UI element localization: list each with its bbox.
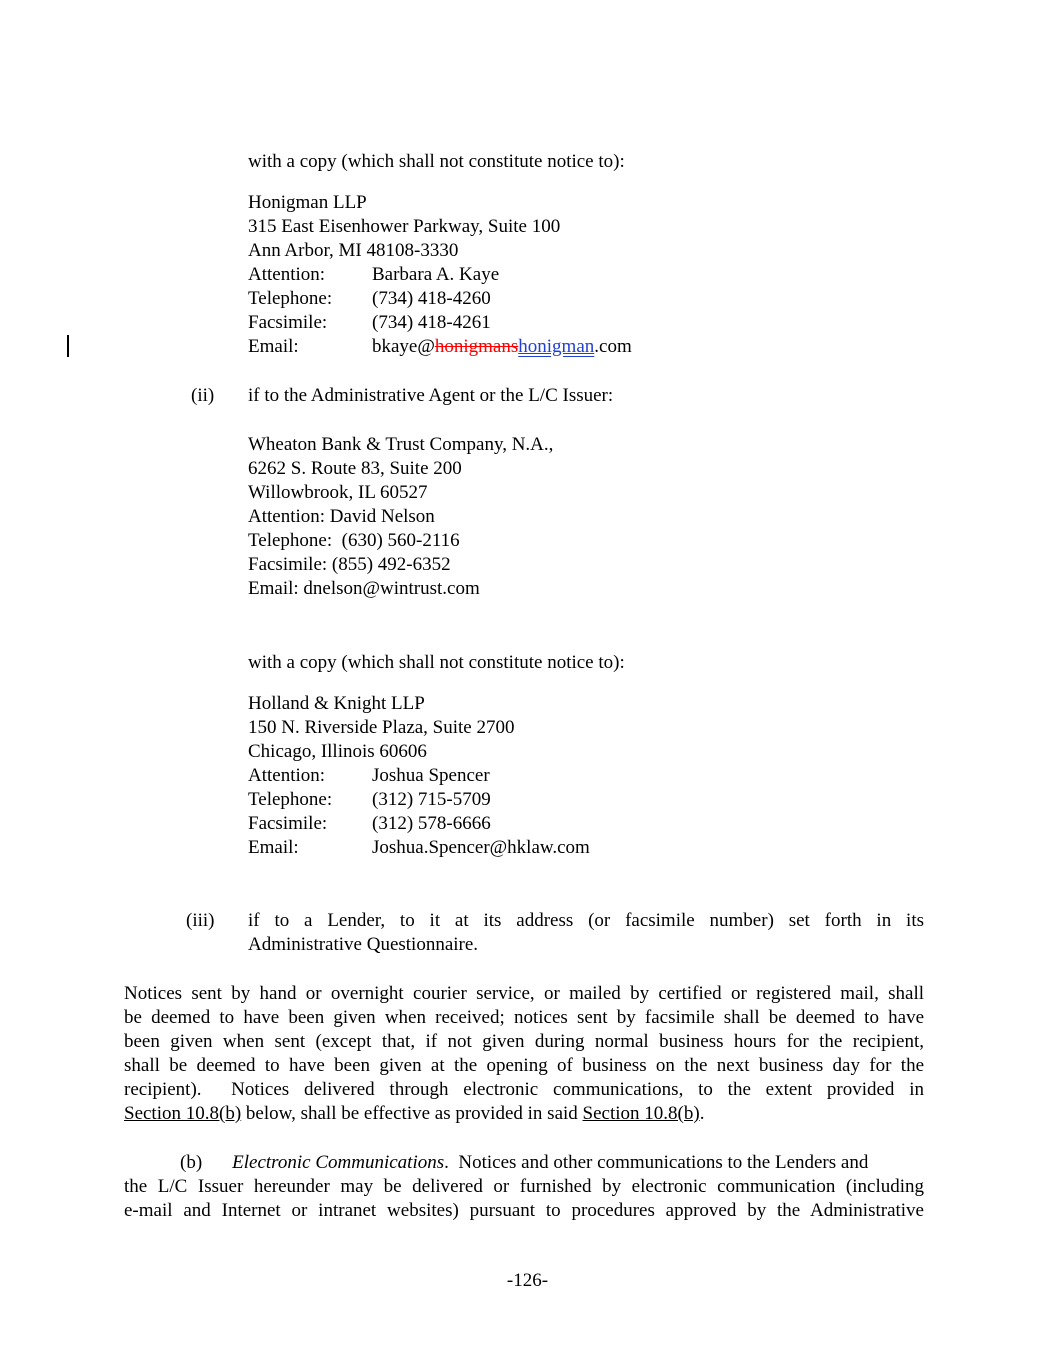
holland-facsimile-label: Facsimile: <box>248 813 328 834</box>
wheaton-name: Wheaton Bank & Trust Company, N.A., <box>248 434 554 455</box>
electronic-line-2: the L/C Issuer hereunder may be delivered or furnished by electronic communication (including <box>124 1176 924 1197</box>
honigman-telephone-value: (734) 418-4260 <box>372 288 491 309</box>
holland-facsimile-value: (312) 578-6666 <box>372 813 491 834</box>
holland-telephone-label: Telephone: <box>248 789 333 810</box>
honigman-name: Honigman LLP <box>248 192 367 213</box>
wheaton-telephone: Telephone: (630) 560-2116 <box>248 530 460 551</box>
electronic-line-1-rest: . Notices and other communications to the Lenders and <box>444 1152 869 1173</box>
page-number: -126- <box>506 1270 549 1291</box>
holland-email-row <box>0 836 1055 860</box>
email-inserted-text: honigman <box>518 336 595 357</box>
honigman-facsimile-label: Facsimile: <box>248 312 328 333</box>
email-prefix: bkaye@ <box>372 336 435 357</box>
holland-attention-label: Attention: <box>248 765 326 786</box>
notices-line-2: be deemed to have been given when received; notices sent by facsimile shall be deemed to have <box>124 1007 924 1028</box>
honigman-attention-label: Attention: <box>248 264 326 285</box>
honigman-telephone-row <box>0 287 1055 311</box>
email-deleted-text: honigmans <box>434 336 519 357</box>
honigman-email-row <box>0 335 1055 359</box>
wheaton-attention: Attention: David Nelson <box>248 506 435 527</box>
electronic-line-3: e-mail and Internet or intranet websites) pursuant to procedures approved by the Administrative <box>124 1200 924 1221</box>
section-reference-link[interactable]: Section 10.8(b) <box>124 1103 242 1124</box>
holland-email-value: Joshua.Spencer@hklaw.com <box>372 837 590 858</box>
honigman-facsimile-row <box>0 311 1055 335</box>
honigman-city: Ann Arbor, MI 48108-3330 <box>248 240 459 261</box>
notices-line-4: shall be deemed to have been given at the opening of business on the next business day for the <box>124 1055 924 1076</box>
wheaton-street: 6262 S. Route 83, Suite 200 <box>248 458 462 479</box>
honigman-email-label: Email: <box>248 336 299 357</box>
copy-intro-2: with a copy (which shall not constitute notice to): <box>248 652 625 673</box>
wheaton-email: Email: dnelson@wintrust.com <box>248 578 480 599</box>
honigman-attention-row <box>0 263 1055 287</box>
notices-line-6-end: . <box>699 1103 705 1124</box>
wheaton-city: Willowbrook, IL 60527 <box>248 482 428 503</box>
notices-line-6 <box>124 1102 704 1126</box>
holland-name: Holland & Knight LLP <box>248 693 425 714</box>
electronic-line-1 <box>180 1151 924 1175</box>
holland-street: 150 N. Riverside Plaza, Suite 2700 <box>248 717 515 738</box>
copy-intro-1: with a copy (which shall not constitute notice to): <box>248 151 625 172</box>
holland-facsimile-row <box>0 812 1055 836</box>
holland-city: Chicago, Illinois 60606 <box>248 741 427 762</box>
honigman-street: 315 East Eisenhower Parkway, Suite 100 <box>248 216 561 237</box>
item-iii-line1: if to a Lender, to it at its address (or facsimile number) set forth in its <box>248 910 924 931</box>
holland-telephone-value: (312) 715-5709 <box>372 789 491 810</box>
item-iii-marker: (iii) <box>186 910 215 931</box>
item-ii-text: if to the Administrative Agent or the L/C Issuer: <box>248 385 614 406</box>
section-reference-link[interactable]: Section 10.8(b) <box>582 1103 700 1124</box>
notices-line-1: Notices sent by hand or overnight courier service, or mailed by certified or registered mail, shall <box>124 983 924 1004</box>
item-ii <box>0 384 1055 408</box>
item-iii-line2: Administrative Questionnaire. <box>248 934 479 955</box>
honigman-facsimile-value: (734) 418-4261 <box>372 312 491 333</box>
holland-attention-value: Joshua Spencer <box>372 765 490 786</box>
wheaton-facsimile: Facsimile: (855) 492-6352 <box>248 554 451 575</box>
item-ii-marker: (ii) <box>191 385 215 406</box>
email-suffix: .com <box>594 336 632 357</box>
notices-line-3: been given when sent (except that, if not given during normal business hours for the recipient, <box>124 1031 924 1052</box>
electronic-heading: Electronic Communications <box>232 1152 445 1173</box>
honigman-telephone-label: Telephone: <box>248 288 333 309</box>
holland-email-label: Email: <box>248 837 299 858</box>
holland-attention-row <box>0 764 1055 788</box>
holland-telephone-row <box>0 788 1055 812</box>
notices-line-6-mid: below, shall be effective as provided in said <box>241 1103 583 1124</box>
notices-line-5: recipient). Notices delivered through electronic communications, to the extent provided in <box>124 1079 924 1100</box>
honigman-attention-value: Barbara A. Kaye <box>372 264 500 285</box>
honigman-email-value <box>372 335 632 359</box>
section-b-marker: (b) <box>180 1152 203 1173</box>
